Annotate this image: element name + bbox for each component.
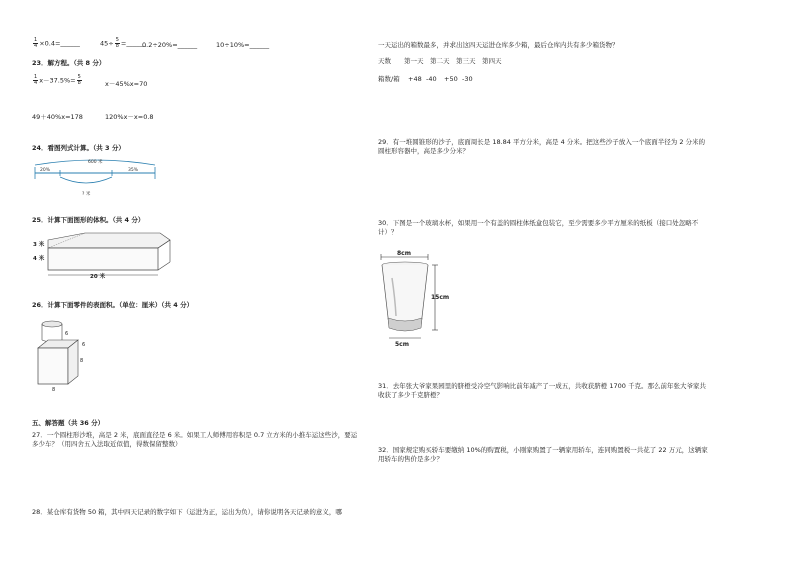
q23-title: 23．解方程。（共 8 分）: [32, 59, 106, 67]
diagram-top-label: 600 米: [88, 160, 103, 165]
table-data-row: 箱数/箱 +48 -40 +50 -30: [378, 75, 473, 83]
diagram-left-pct: 20%: [40, 168, 51, 173]
part-label-8a: 8: [80, 358, 84, 364]
q28-continued: 一天运出的箱数最多，并求出这四天运进仓库多少箱，最后仓库内共有多少箱货物？: [378, 41, 619, 49]
diagram-right-pct: 35%: [128, 168, 139, 173]
q31-text: 31．去年张大爷家果园里的脐橙受冷空气影响比前年减产了一成五，共收获脐橙 1700 千克。那么前年张大爷家共收获了多少千克脐橙？: [378, 382, 706, 399]
q23-eq1: $\frac{1}{4}$ x－37.5%= $\frac{5}{8}$: [34, 74, 81, 86]
fraction: $\frac{1}{4}$: [34, 37, 38, 49]
cup-height-label: 15cm: [431, 294, 450, 301]
q24-title: 24．看图列式计算。（共 3 分）: [32, 144, 125, 152]
segment-diagram: [30, 155, 160, 200]
fraction: $\frac{5}{8}$: [115, 37, 119, 49]
fraction: $\frac{1}{4}$: [34, 74, 38, 86]
q23-eq4: 120%x－x=0.8: [105, 113, 154, 121]
q30-text: 30．下图是一个玻璃水杯，如果用一个有盖的圆柱体纸盒包装它，至少需要多少平方厘米的纸板（接口处忽略不计）？: [378, 219, 699, 236]
calc-item-2: 45÷ $\frac{5}{8}$ =______: [100, 37, 146, 49]
diagram-bottom-label: ? 米: [82, 192, 91, 197]
part-label-8b: 8: [52, 387, 56, 393]
prism-label-3: 3 米: [33, 242, 45, 248]
q29-text: 29．有一堆圆锥形的沙子，底面周长是 18.84 平方分米，高是 4 分米。把这些沙子放入一个底面半径为 2 分米的圆柱形容器中，高是多少分米？: [378, 138, 706, 155]
part-figure: [34, 318, 94, 393]
cup-top-label: 8cm: [397, 250, 411, 257]
q23-eq2: x－45%x=70: [105, 80, 148, 88]
prism-label-4: 4 米: [33, 256, 45, 262]
fraction: $\frac{5}{8}$: [77, 74, 81, 86]
table-header-row: 天数 第一天 第二天 第三天 第四天: [378, 57, 502, 65]
part-label-6b: 6: [82, 342, 86, 348]
q28-text: 28．某仓库有货物 50 箱，其中四天记录的数字如下（运进为正，运出为负），请你说明各天记录的意义，哪: [32, 508, 342, 516]
section-5-title: 五、解答题（共 36 分）: [32, 419, 105, 427]
part-label-6a: 6: [65, 331, 69, 337]
cup-bottom-label: 5cm: [395, 341, 409, 348]
q27-text: 27．一个圆柱形沙堆，高是 2 米，底面直径是 6 米。如果工人师傅用容积是 0.7 立方米的小推车运这些沙，要运多少车？（用四舍五入法取近似值，得数保留整数）: [32, 431, 358, 448]
prism-label-20: 20 米: [90, 274, 106, 280]
q25-title: 25．计算下面图形的体积。（共 4 分）: [32, 216, 145, 224]
q26-title: 26．计算下面零件的表面积。（单位：厘米）（共 4 分）: [32, 301, 194, 309]
calc-item-1: $\frac{1}{4}$ ×0.4=______: [34, 37, 80, 49]
calc-item-4: 10÷10%=______: [216, 41, 270, 49]
glass-cup-figure: [375, 248, 455, 348]
calc-item-3: 0.2÷20%=______: [142, 41, 198, 49]
q23-eq3: 49＋40%x=178: [32, 113, 83, 121]
q32-text: 32．国家规定购买轿车要缴纳 10%的购置税，小刚家购置了一辆家用轿车，连同购置税一共花了 22 万元，这辆家用轿车的售价是多少？: [378, 446, 708, 463]
prism-figure: [30, 230, 170, 280]
